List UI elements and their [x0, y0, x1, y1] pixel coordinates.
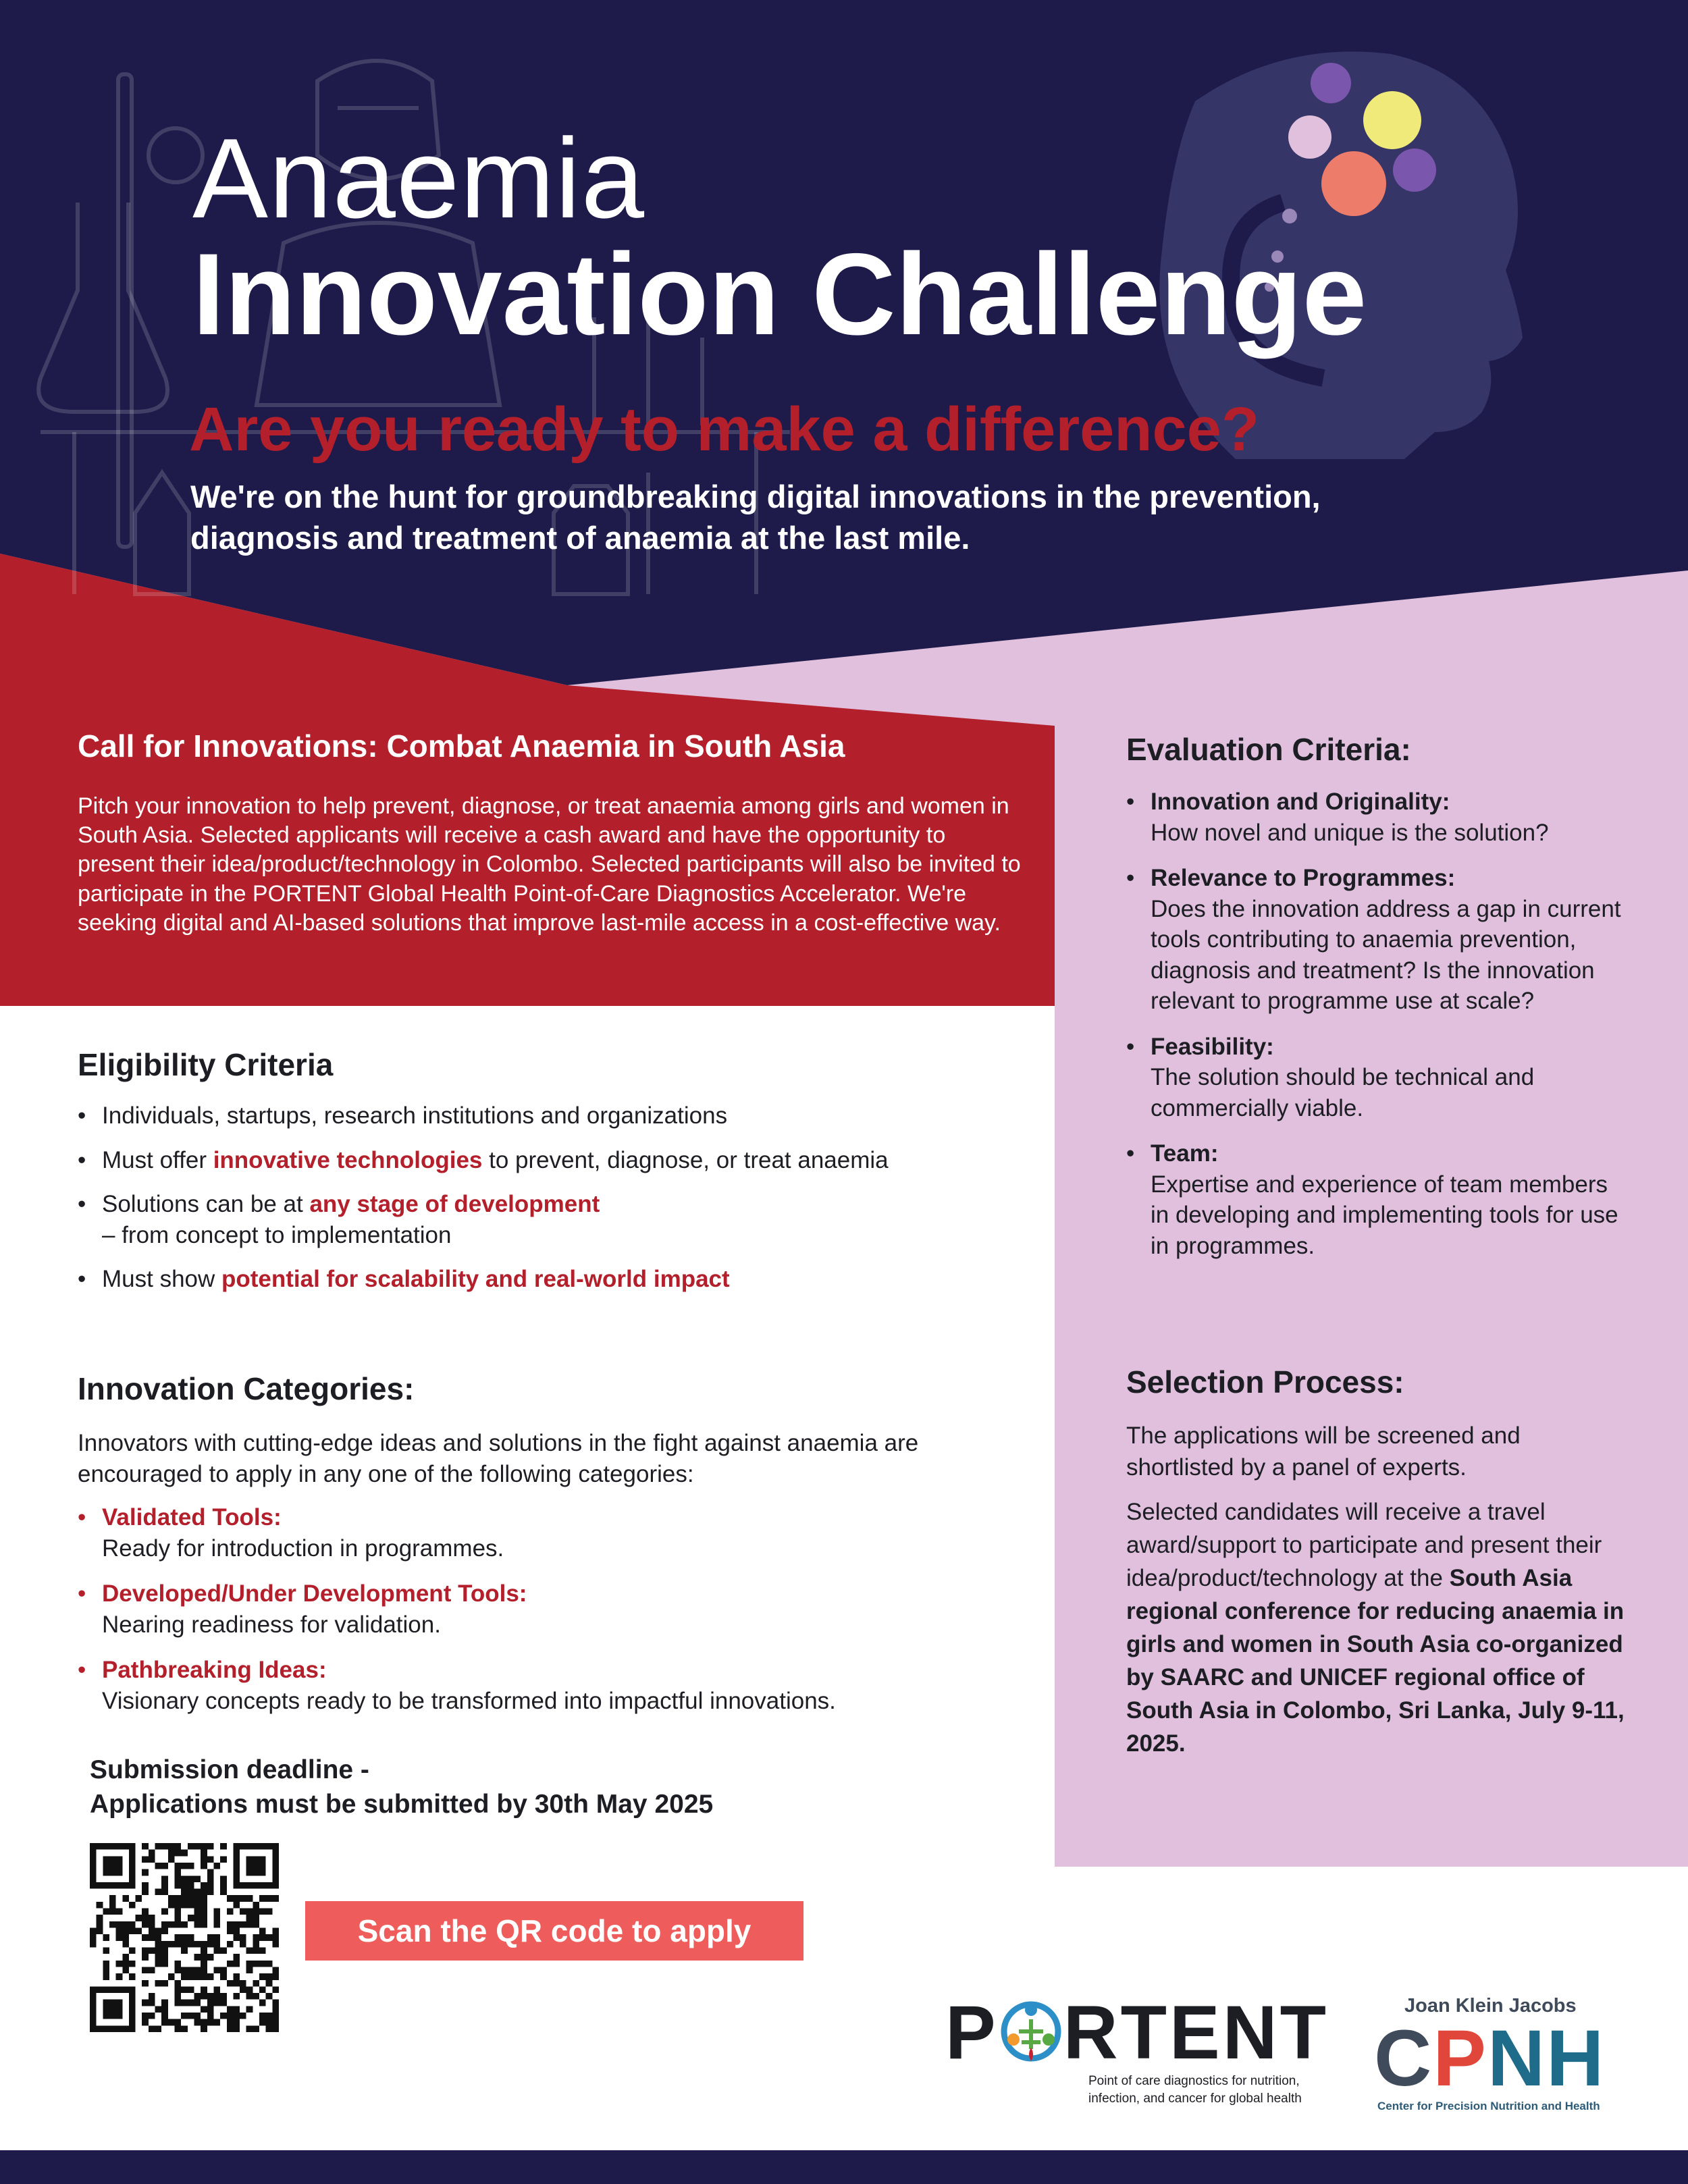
evaluation-item: • Team: Expertise and experience of team members in developing and implementing tools for use in programmes. — [1126, 1138, 1626, 1261]
selection-paragraph-2: Selected candidates will receive a travel award/support to participate and present their idea/product/technology at the South Asia regional conference for reducing anaemia in girls and women in South Asia co-organized by SAARC and UNICEF regional office of South Asia in Colombo, Sri Lanka, July 9-11, 2025. — [1126, 1499, 1625, 1757]
evaluation-item: • Feasibility: The solution should be technical and commercially viable. — [1126, 1032, 1626, 1124]
evaluation-list — [1126, 787, 1626, 1276]
apply-button[interactable]: Scan the QR code to apply — [305, 1901, 803, 1961]
innovation-intro: Innovators with cutting-edge ideas and solutions in the fight against anaemia are encouraged to apply in any one of the following categories: — [78, 1430, 919, 1487]
category-item: • Pathbreaking Ideas: Visionary concepts ready to be transformed into impactful innovations. — [78, 1655, 1057, 1716]
evaluation-item: • Relevance to Programmes: Does the innovation address a gap in current tools contributing to anaemia prevention, diagnosis and treatment? Is the innovation relevant to programme use at scale? — [1126, 863, 1626, 1017]
category-item: • Validated Tools: Ready for introduction in programmes. — [78, 1502, 1057, 1564]
title-line-1: Anaemia — [192, 115, 645, 242]
selection-paragraph-1: The applications will be screened and shortlisted by a panel of experts. — [1126, 1422, 1521, 1481]
evaluation-heading: Evaluation Criteria: — [1126, 732, 1411, 767]
eligibility-item: • Individuals, startups, research institutions and organizations — [78, 1100, 1057, 1131]
submission-deadline: Submission deadline - Applications must be submitted by 30th May 2025 — [90, 1755, 714, 1819]
selection-heading: Selection Process: — [1126, 1364, 1404, 1400]
call-body: Pitch your innovation to help prevent, diagnose, or treat anaemia among girls and women in South Asia. Selected applicants will receive a cash award and have the opportunity to present their idea/product/technology in Colombo. Selected participants will also be invited to participate in the PORTENT Global Health Point-of-Care Diagnostics Accelerator. We're seeking digital and AI-based solutions that improve last-mile access in a cost-effective way. — [78, 793, 1021, 936]
title-line-2: Innovation Challenge — [192, 230, 1367, 359]
eligibility-item: • Must offer innovative technologies to prevent, diagnose, or treat anaemia — [78, 1145, 1057, 1176]
tagline: Are you ready to make a difference? — [189, 395, 1260, 464]
innovation-heading: Innovation Categories: — [78, 1371, 415, 1406]
qr-code[interactable] — [90, 1843, 279, 2032]
category-item: • Developed/Under Development Tools: Nearing readiness for validation. — [78, 1578, 1057, 1640]
cpnh-tagline: Center for Precision Nutrition and Health — [1377, 2100, 1600, 2112]
category-list — [78, 1502, 1057, 1731]
cpnh-logo: CPNH — [1374, 2014, 1606, 2103]
evaluation-item: • Innovation and Originality: How novel and unique is the solution? — [1126, 787, 1626, 848]
eligibility-heading: Eligibility Criteria — [78, 1047, 334, 1082]
portent-tagline: Point of care diagnostics for nutrition, infection, and cancer for global health — [1088, 2074, 1302, 2106]
portent-wordmark: P RTENT — [945, 1990, 1329, 2075]
globe-icon — [1000, 1999, 1062, 2061]
eligibility-list — [78, 1100, 1057, 1308]
intro-text: We're on the hunt for groundbreaking digital innovations in the prevention, diagnosis and treatment of anaemia at the last mile. — [190, 479, 1321, 556]
cpnh-org-name: Joan Klein Jacobs — [1404, 1995, 1577, 2017]
eligibility-item: • Must show potential for scalability and real-world impact — [78, 1264, 1057, 1295]
eligibility-item: • Solutions can be at any stage of development – from concept to implementation — [78, 1189, 1057, 1250]
call-heading: Call for Innovations: Combat Anaemia in South Asia — [78, 728, 845, 764]
footer-bar — [0, 2150, 1688, 2184]
